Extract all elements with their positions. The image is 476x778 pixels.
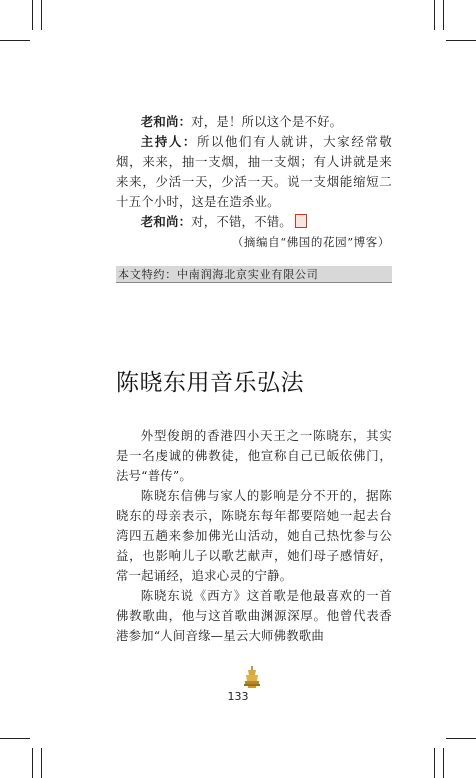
speaker-label: 老和尚： [140,114,192,129]
crop-mark [0,40,30,41]
crop-mark [32,0,33,30]
source-citation: （摘编自“佛国的花园”博客） [231,235,390,249]
dialogue-line [116,212,392,232]
speaker-label: 老和尚： [140,214,192,229]
article-paragraph: 陈晓东说《西方》这首歌是他最喜欢的一首佛教歌曲，他与这首歌曲渊源深厚。他曾代表香港参加“人间音缘—星云大师佛教歌曲 [116,588,392,643]
article-paragraph: 陈晓东信佛与家人的影响是分不开的，据陈晓东的母亲表示，陈晓东每年都要陪她一起去台湾四五趟来参加佛光山活动，她自己热忱参与公益，也影响儿子以歌艺献声，她们母子感情好，常一起诵经，追求心灵的宁静。 [116,488,392,583]
article-title: 陈晓东用音乐弘法 [116,370,304,396]
crop-mark [32,748,33,778]
crop-mark [443,0,444,30]
crop-mark [434,748,435,778]
dialogue-text: 对，是！所以这个是不好。 [191,114,343,129]
article-body [116,426,392,646]
crop-mark [0,738,30,739]
sponsor-bar: 本文特约：中南润海北京实业有限公司 [116,266,392,283]
crop-mark [434,0,435,30]
dialogue-text: 对，不错，不错。 [191,214,292,229]
dialogue-text: 所以他们有人就讲，大家经常敬烟，来来，抽一支烟，抽一支烟；有人讲就是来来来，少活一天，少活一天。说一支烟能缩短二十五个小时，这是在造杀业。 [116,134,392,209]
page-number: 133 [227,690,249,703]
dialogue-line [116,112,392,132]
article-paragraph: 外型俊朗的香港四小天王之一陈晓东，其实是一名虔诚的佛教徒，他宣称自己已皈依佛门，法号“普传”。 [116,428,392,483]
gold-pagoda-icon [243,666,261,688]
crop-mark [446,738,476,739]
crop-mark [443,748,444,778]
speaker-label: 主持人： [140,134,197,149]
crop-mark [41,748,42,778]
dialogue-line [116,132,392,212]
crop-mark [41,0,42,30]
dialogue-block [116,112,392,252]
crop-mark [446,40,476,41]
seal-stamp-icon [295,214,307,228]
